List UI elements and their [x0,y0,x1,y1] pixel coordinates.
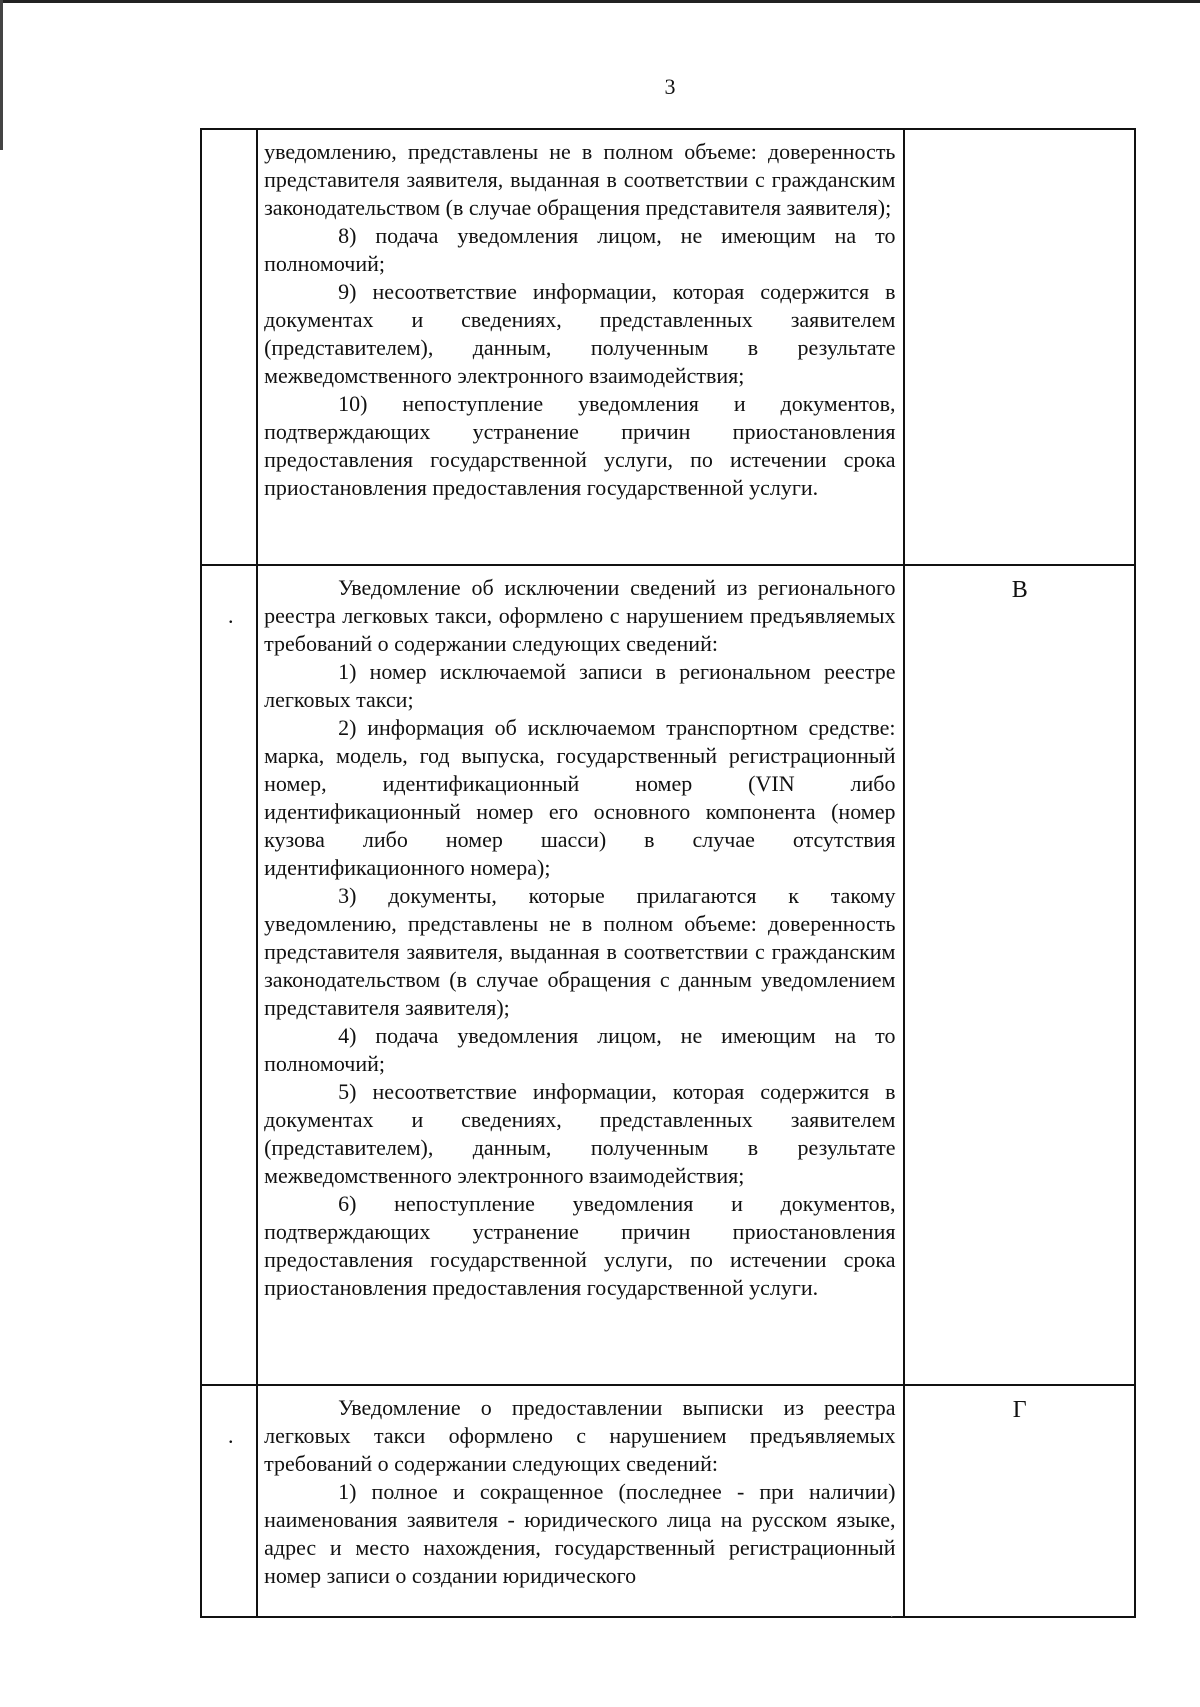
paragraph: 2) информация об исключаемом транспортном средстве: марка, модель, год выпуска, государственный регистрационный номер, идентификационный номер (VIN либо идентификационный номер его основного компонента (номер кузова либо номер шасси) в случае отсутствия идентификационного номера); [264,715,896,880]
row-marker: . [228,603,234,628]
page-number: 3 [664,74,676,99]
row-number-cell [201,129,257,565]
paragraph: 4) подача уведомления лицом, не имеющим на то полномочий; [264,1023,896,1076]
paragraph: 6) непоступление уведомления и документов, подтверждающих устранение причин приостановления предоставления государственной услуги, по истечении срока приостановления предоставления государственной услуги. [264,1191,896,1300]
paragraph: 8) подача уведомления лицом, не имеющим на то полномочий; [264,223,896,276]
paragraph: 10) непоступление уведомления и документов, подтверждающих устранение причин приостановления предоставления государственной услуги, по истечении срока приостановления предоставления государственной услуги. [264,391,896,500]
paragraph: 5) несоответствие информации, которая содержится в документах и сведениях, представленных заявителем (представителем), данным, полученным в результате межведомственного электронного взаимодействия; [264,1079,896,1188]
row-code: Г [1012,1397,1027,1423]
table-row [201,129,1135,565]
table-row [201,565,1135,1385]
table-row [201,1385,1135,1617]
row-text-cell [257,129,904,565]
scan-speck: · [890,1612,894,1623]
row-code-cell [904,1385,1135,1617]
paragraph: 9) несоответствие информации, которая содержится в документах и сведениях, представленных заявителем (представителем), данным, полученным в результате межведомственного электронного взаимодействия; [264,279,896,388]
paragraph: 3) документы, которые прилагаются к такому уведомлению, представлены не в полном объеме: доверенность представителя заявителя, выданная в соответствии с гражданским законодательством (в случае обращения с данным уведомлением представителя заявителя); [264,883,896,1020]
paragraph: 1) полное и сокращенное (последнее - при наличии) наименования заявителя - юридического лица на русском языке, адрес и место нахождения, государственный регистрационный номер записи о создании юридического [264,1479,896,1588]
row-text-cell [257,565,904,1385]
row-number-cell [201,1385,257,1617]
scan-edge-top [0,0,1200,3]
paragraph: уведомлению, представлены не в полном объеме: доверенность представителя заявителя, выданная в соответствии с гражданским законодательством (в случае обращения представителя заявителя); [264,139,896,220]
grounds-table [200,128,1136,1618]
row-code: В [1011,577,1028,603]
paragraph: 1) номер исключаемой записи в региональном реестре легковых такси; [264,659,896,712]
row-number-cell [201,565,257,1385]
paragraph: Уведомление об исключении сведений из регионального реестра легковых такси, оформлено с нарушением предъявляемых требований о содержании следующих сведений: [264,575,896,656]
row-marker: . [228,1423,234,1448]
row-text-cell [257,1385,904,1617]
row-code-cell [904,565,1135,1385]
paragraph: Уведомление о предоставлении выписки из реестра легковых такси оформлено с нарушением предъявляемых требований о содержании следующих сведений: [264,1395,896,1476]
row-code-cell [904,129,1135,565]
